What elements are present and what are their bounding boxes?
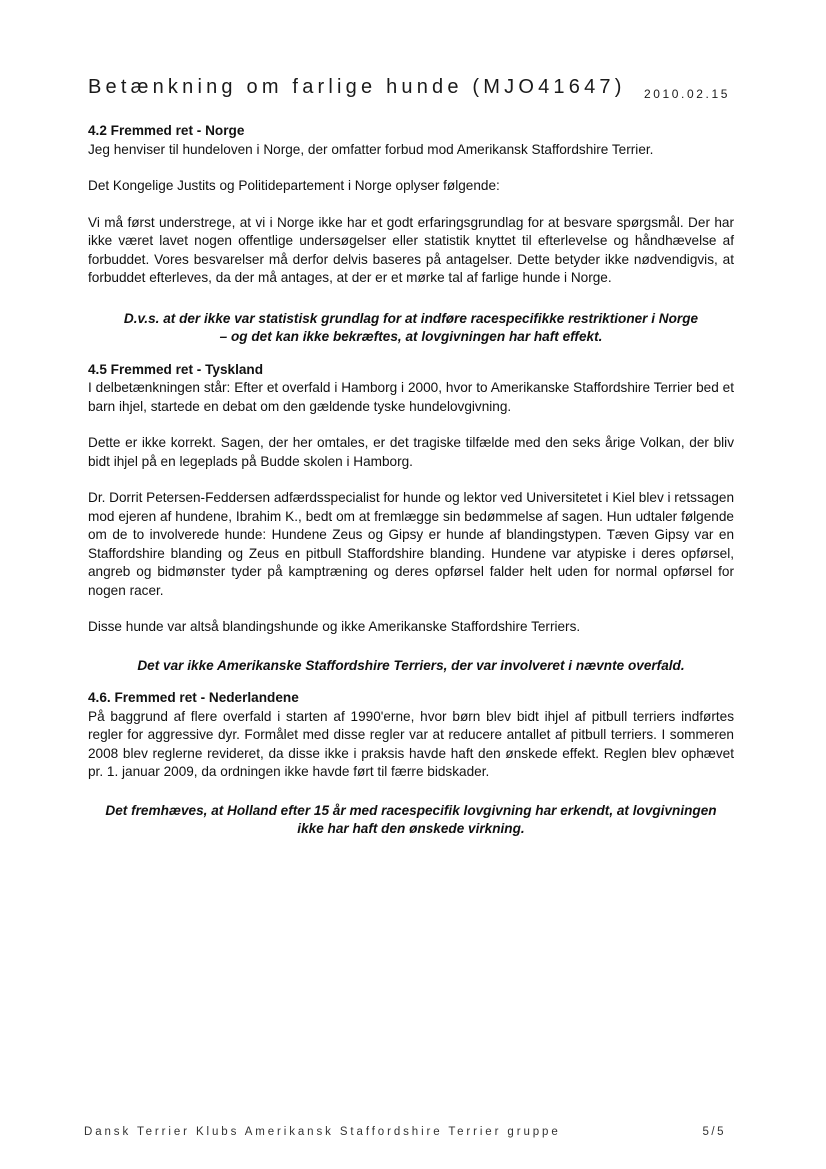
document-date: 2010.02.15 — [643, 87, 730, 101]
paragraph-tyskland-expert: Dr. Dorrit Petersen-Feddersen adfærdsspecialist for hunde og lektor ved Universitetet i Kiel blev i retssagen mod ejeren af hundene, Ibrahim K., bedt om at fremlægge sin bedømmelse af sagen. Hun udtaler følgende om de to involverede hunde: Hundene Zeus og Gipsy er hunde af blandingstypen. Tæven Gipsy var en Staffordshire blanding og Zeus en pitbull Staffordshire blanding. Hundene var atypiske i deres opførsel, angreb og bidmønster tyder på kamptræning og deres opførsel falder helt uden for normal opførsel for nogen racer. — [88, 490, 735, 598]
paragraph-norge-quote: Vi må først understrege, at vi i Norge ikke har et godt erfaringsgrundlag for at besvare spørgsmål. Der har ikke været lavet nogen offentlige undersøgelser eller statistik knyttet til efterlevelse og håndhævelse af forbuddet. Vores besvarelser må derfor delvis baseres på antagelser. Dette betyder ikke nødvendigvis, at forbuddet efterleves, da der må antages, at der er et mørke tal af farlige hunde i Norge. — [88, 214, 734, 285]
document-body — [88, 122, 734, 839]
paragraph-norge-intro: Jeg henviser til hundeloven i Norge, der omfatter forbud mod Amerikansk Staffordshire Terrier. — [88, 141, 654, 157]
page-header — [88, 76, 738, 106]
emphasis-norge-line2: – og det kan ikke bekræftes, at lovgivningen har haft effekt. — [219, 329, 603, 344]
paragraph-tyskland-correction: Dette er ikke korrekt. Sagen, der her omtales, er det tragiske tilfælde med den seks årige Volkan, der bliv bidt ihjel på en legeplads på Budde skolen i Hamborg. — [88, 435, 734, 469]
section-heading-norge: 4.2 Fremmed ret - Norge — [88, 123, 245, 138]
document-title: Betænkning om farlige hunde (MJO41647) — [88, 76, 626, 98]
emphasis-nederlandene — [88, 802, 734, 839]
paragraph-tyskland-conclusion: Disse hunde var altså blandingshunde og ikke Amerikanske Staffordshire Terriers. — [88, 619, 581, 634]
paragraph-tyskland-claim: I delbetænkningen står: Efter et overfald i Hamborg i 2000, hvor to Amerikanske Staffordshire Terrier bed et barn ihjel, startede en debat om den gældende tyske hundelovgivning. — [88, 380, 734, 414]
paragraph-norge-ministry: Det Kongelige Justits og Politidepartement i Norge oplyser følgende: — [88, 178, 500, 193]
emphasis-nederlandene-line2: ikke har haft den ønskede virkning. — [297, 821, 525, 836]
paragraph-nederlandene: På baggrund af flere overfald i starten af 1990'erne, hvor børn blev bidt ihjel af pitbull terriers indførtes regler for aggressive dyr. Formålet med disse regler var at reducere antallet af pitbull terriers. I sommeren 2008 blev reglerne revideret, da disse ikke i praksis havde haft den ønskede effekt. Reglen blev ophævet pr. 1. januar 2009, da ordningen ikke havde ført til færre bidskader. — [88, 708, 734, 779]
emphasis-tyskland: Det var ikke Amerikanske Staffordshire Terriers, der var involveret i nævnte overfald. — [137, 657, 685, 673]
emphasis-nederlandene-line1: Det fremhæves, at Holland efter 15 år med racespecifik lovgivning har erkendt, at lovgivningen — [105, 802, 717, 818]
emphasis-norge — [88, 310, 734, 347]
page-footer — [84, 1126, 726, 1146]
page-number: 5/5 — [702, 1126, 726, 1138]
section-heading-nederlandene: 4.6. Fremmed ret - Nederlandene — [88, 690, 299, 705]
footer-organization: Dansk Terrier Klubs Amerikansk Staffordshire Terrier gruppe — [84, 1126, 561, 1138]
emphasis-norge-line1: D.v.s. at der ikke var statistisk grundlag for at indføre racespecifikke restriktioner i Norge — [123, 310, 699, 326]
section-heading-tyskland: 4.5 Fremmed ret - Tyskland — [88, 361, 264, 377]
